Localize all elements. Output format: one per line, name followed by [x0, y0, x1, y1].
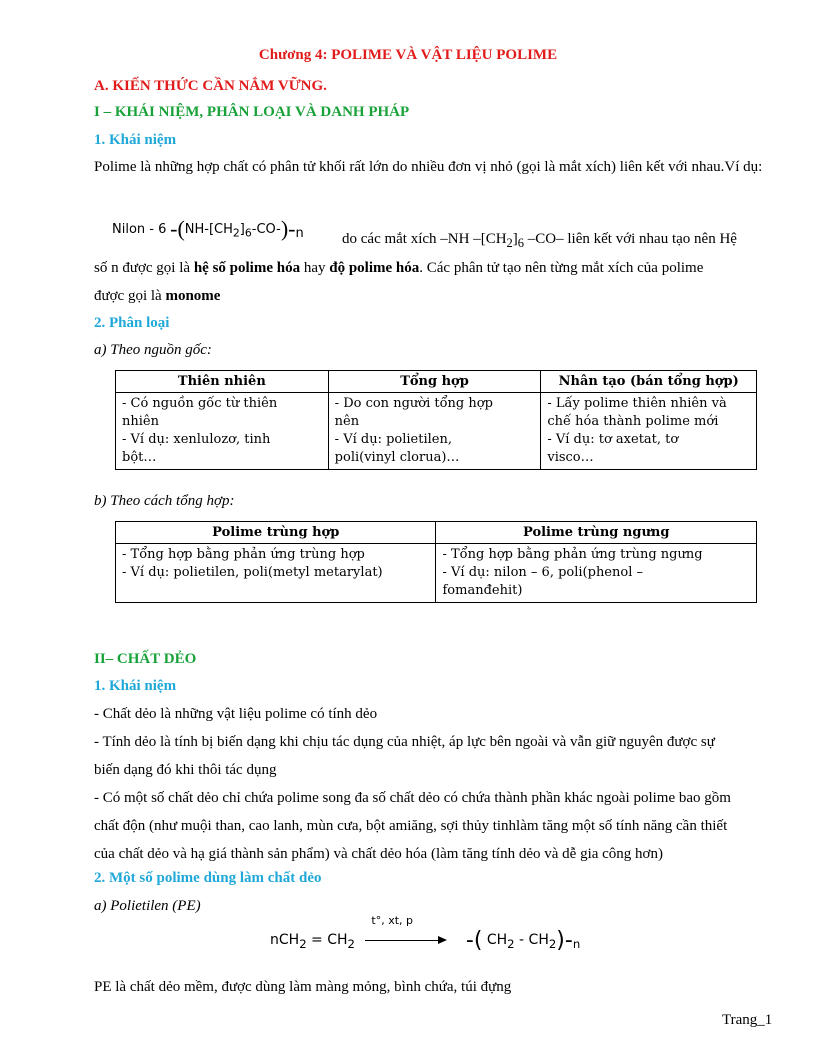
table-row — [116, 393, 757, 470]
table-cell: - Có nguồn gốc từ thiên nhiên - Ví dụ: xenlulozơ, tinh bột… — [116, 393, 329, 470]
reaction-conditions: t°, xt, p — [371, 914, 414, 927]
synthesis-label: b) Theo cách tổng hợp: — [94, 493, 235, 509]
concept-heading: 1. Khái niệm — [94, 132, 177, 148]
table-header-cell: Polime trùng ngưng — [436, 522, 757, 544]
table-header-cell: Thiên nhiên — [116, 371, 329, 393]
close-bracket-icon: )- — [556, 928, 573, 953]
table-header-cell: Nhân tạo (bán tổng hợp) — [541, 371, 757, 393]
plastic-polymers-heading: 2. Một số polime dùng làm chất dẻo — [94, 870, 322, 886]
text-line: - Tính dẻo là tính bị biến dạng khi chịu tác dụng của nhiệt, áp lực bên ngoài và vẫn giữ nguyên được sự — [94, 734, 715, 750]
section-i-heading: I – KHÁI NIỆM, PHÂN LOẠI VÀ DANH PHÁP — [94, 104, 410, 120]
polymerization-paragraph: số n được gọi là hệ số polime hóa hay độ polime hóa. Các phân tử tạo nên từng mắt xích của polime được gọi là monome — [94, 260, 704, 304]
text-line: biến dạng đó khi thôi tác dụng — [94, 762, 277, 778]
text-line: chất độn (như muội than, cao lanh, mùn cưa, bột amiăng, sợi thủy tinhlàm tăng một số tính năng cần thiết — [94, 818, 728, 834]
nylon-explanation: do các mắt xích –NH $-[CH_2]_6$ –CO– liên kết với nhau tạo nên Hệ — [342, 231, 737, 250]
text-line: của chất dẻo và hạ giá thành sản phẩm) và chất dẻo hóa (làm tăng tính dẻo và dễ gia công hơn) — [94, 846, 663, 862]
pe-reaction: $nCH_2 = CH_2$ t°, xt, p -( $CH_2 - CH_2)-_n$ — [270, 914, 581, 953]
table-cell: - Do con người tổng hợp nên - Ví dụ: polietilen, poli(vinyl clorua)… — [328, 393, 541, 470]
classification-heading: 2. Phân loại — [94, 315, 170, 331]
concept-paragraph: Polime là những hợp chất có phân tử khối rất lớn do nhiều đơn vị nhỏ (gọi là mắt xích) liên kết với nhau.Ví dụ: — [94, 159, 763, 175]
nylon-label: Nilon - 6 — [112, 222, 167, 237]
nylon-formula — [112, 218, 304, 241]
open-bracket-icon: -( — [465, 928, 483, 953]
table-row — [116, 544, 757, 603]
origin-table — [115, 370, 757, 470]
pe-description: PE là chất dẻo mềm, được dùng làm màng mỏng, bình chứa, túi đựng — [94, 979, 512, 995]
synthesis-table — [115, 521, 757, 603]
chapter-title: Chương 4: POLIME VÀ VẬT LIỆU POLIME — [258, 47, 558, 63]
table-header-cell: Polime trùng hợp — [116, 522, 436, 544]
table-cell: - Tổng hợp bằng phản ứng trùng ngưng - Ví dụ: nilon – 6, poli(phenol – fomanđehit) — [436, 544, 757, 603]
text-line: - Chất dẻo là những vật liệu polime có tính dẻo — [94, 706, 378, 722]
pe-n: n — [572, 936, 581, 951]
reaction-arrow-icon — [365, 914, 455, 948]
nylon-unit: $NH-[CH_2]_6-CO-$ — [184, 222, 281, 240]
table-cell: - Tổng hợp bằng phản ứng trùng hợp - Ví dụ: polietilen, poli(metyl metarylat) — [116, 544, 436, 603]
plastic-concept-text — [94, 700, 784, 868]
table-header-cell: Tổng hợp — [328, 371, 541, 393]
pe-label: a) Polietilen (PE) — [94, 898, 201, 914]
origin-label: a) Theo nguồn gốc: — [94, 342, 212, 358]
table-row — [116, 522, 757, 544]
table-cell: - Lấy polime thiên nhiên và chế hóa thành polime mới - Ví dụ: tơ axetat, tơ visco… — [541, 393, 757, 470]
section-a-heading: A. KIẾN THỨC CẦN NẮM VỮNG. — [94, 78, 327, 94]
open-bracket-icon: -( — [170, 216, 185, 241]
table-row — [116, 371, 757, 393]
section-ii-heading: II– CHẤT DẺO — [94, 651, 197, 667]
text-line: - Có một số chất dẻo chỉ chứa polime song đa số chất dẻo có chứa thành phần khác ngoài polime bao gồm — [94, 790, 731, 806]
nylon-n: n — [295, 226, 304, 241]
plastic-concept-heading: 1. Khái niệm — [94, 678, 177, 694]
page-number: Trang_1 — [722, 1012, 773, 1028]
close-bracket-icon: )- — [280, 216, 296, 241]
